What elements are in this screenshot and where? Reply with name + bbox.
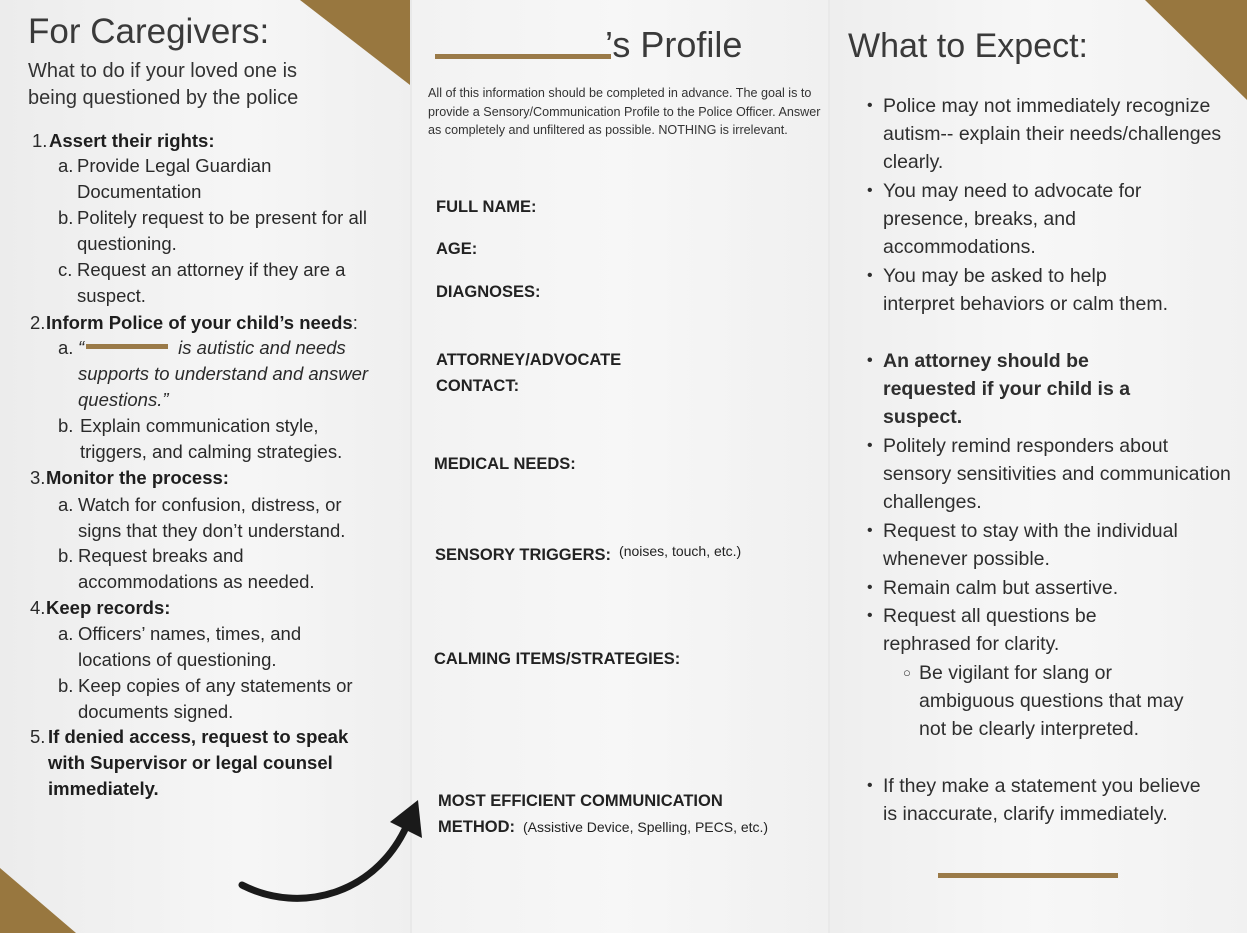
what-to-expect-panel — [830, 0, 1247, 933]
bullet-item: • If they make a statement you believe is inaccurate, clarify immediately. — [867, 775, 1201, 825]
list-item: b. Politely request to be present for all questioning. — [58, 207, 367, 254]
list-item: c. Request an attorney if they are a suspect. — [58, 259, 346, 306]
corner-decoration — [0, 868, 76, 933]
corner-decoration — [1145, 0, 1247, 100]
field-age: AGE: — [436, 240, 478, 258]
list-item: b. Request breaks and accommodations as needed. — [58, 545, 315, 592]
field-attorney-contact: ATTORNEY/ADVOCATE CONTACT: — [436, 351, 622, 395]
bullet-item: • You may be asked to help interpret behaviors or calm them. — [867, 265, 1169, 315]
list-item: 4. Keep records: — [30, 597, 171, 618]
list-item: b. Explain communication style, triggers, and calming strategies. — [58, 415, 343, 462]
bullet-item: • Request all questions be rephrased for clarity. — [867, 605, 1097, 655]
bullet-item: • An attorney should be requested if your child is a suspect. — [867, 350, 1131, 428]
list-item: a. Provide Legal Guardian Documentation — [58, 155, 272, 202]
field-medical-needs: MEDICAL NEEDS: — [434, 455, 576, 473]
list-item: a. Watch for confusion, distress, or signs that they don’t understand. — [58, 494, 346, 541]
field-calming: CALMING ITEMS/STRATEGIES: — [434, 650, 681, 668]
list-item: 5. If denied access, request to speak with Supervisor or legal counsel immediately. — [30, 726, 349, 799]
field-communication: MOST EFFICIENT COMMUNICATION METHOD: (Assistive Device, Spelling, PECS, etc.) — [438, 792, 769, 836]
curved-arrow-icon — [230, 790, 440, 910]
field-sensory-triggers: SENSORY TRIGGERS: $^{(noises, touch, etc.)}$ — [435, 543, 742, 564]
bullet-item: • You may need to advocate for presence, breaks, and accommodations. — [867, 180, 1142, 258]
panel-title: What to Expect: — [848, 27, 1088, 65]
profile-panel — [412, 0, 828, 933]
list-item: 2. Inform Police of your child’s needs: — [30, 312, 358, 333]
field-diagnoses: DIAGNOSES: — [436, 283, 541, 301]
bullet-item: • Remain calm but assertive. — [867, 577, 1119, 599]
list-item: b. Keep copies of any statements or documents signed. — [58, 675, 353, 722]
name-blank — [435, 54, 611, 59]
name-blank — [86, 344, 168, 349]
bullet-item: • Police may not immediately recognize autism-- explain their needs/challenges clearly. — [867, 95, 1222, 173]
bullet-item: • Politely remind responders about sensory sensitivities and communication challenges. — [867, 435, 1231, 513]
bullet-item: • Request to stay with the individual whenever possible. — [867, 520, 1178, 570]
divider-line — [938, 873, 1118, 878]
sub-bullet-item: ○ Be vigilant for slang or ambiguous questions that may not be clearly interpreted. — [903, 662, 1184, 740]
list-item: 3. Monitor the process: — [30, 467, 229, 488]
field-full-name: FULL NAME: — [436, 198, 537, 216]
list-item: a. “ is autistic and needs supports to understand and answer questions.” — [58, 337, 369, 410]
panel-title: For Caregivers: — [28, 12, 270, 51]
list-item: 1. Assert their rights: — [32, 130, 215, 151]
list-item: a. Officers’ names, times, and locations of questioning. — [58, 623, 302, 670]
profile-intro: All of this information should be completed in advance. The goal is to provide a Sensory/Communication Profile to the Police Officer. Answer as completely and unfiltered as possible. NOTHING is irrelevant. — [428, 86, 821, 138]
panel-subtitle: What to do if your loved one is being questioned by the police — [28, 60, 299, 109]
panel-title: ’s Profile — [605, 24, 743, 65]
